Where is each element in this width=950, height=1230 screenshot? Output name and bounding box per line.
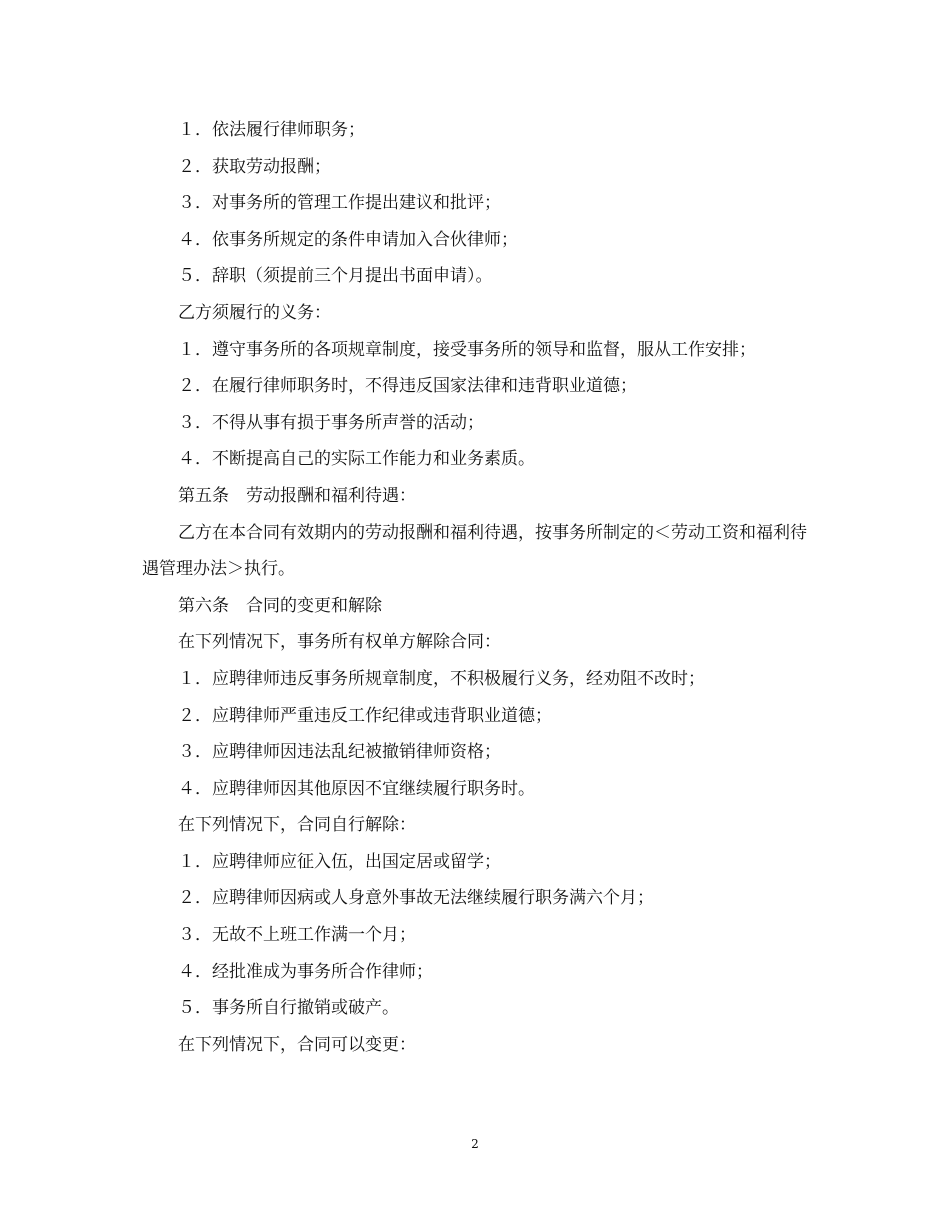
section-heading: 第五条 劳动报酬和福利待遇：	[178, 485, 416, 506]
paragraph: ４．应聘律师因其他原因不宜继续履行职务时。	[178, 778, 535, 799]
paragraph: １．应聘律师违反事务所规章制度，不积极履行义务，经劝阻不改时；	[178, 668, 705, 689]
paragraph: ２．获取劳动报酬；	[178, 156, 331, 177]
paragraph: ３．无故不上班工作满一个月；	[178, 925, 416, 946]
paragraph: ３．不得从事有损于事务所声誉的活动；	[178, 412, 484, 433]
paragraph: 在下列情况下，合同自行解除：	[178, 815, 416, 836]
paragraph: ３．对事务所的管理工作提出建议和批评；	[178, 193, 501, 214]
paragraph: ４．经批准成为事务所合作律师；	[178, 961, 433, 982]
paragraph: １．应聘律师应征入伍，出国定居或留学；	[178, 851, 501, 872]
document-body	[142, 112, 812, 1063]
paragraph: 在下列情况下，事务所有权单方解除合同：	[178, 632, 501, 653]
page-number: 2	[471, 1137, 479, 1151]
paragraph: ２．应聘律师因病或人身意外事故无法继续履行职务满六个月；	[178, 888, 654, 909]
paragraph: ２．应聘律师严重违反工作纪律或违背职业道德；	[178, 705, 552, 726]
paragraph: ４．依事务所规定的条件申请加入合伙律师；	[178, 229, 518, 250]
paragraph: 乙方在本合同有效期内的劳动报酬和福利待遇，按事务所制定的＜劳动工资和福利待遇管理办法＞执行。	[142, 522, 807, 580]
paragraph: 在下列情况下，合同可以变更：	[178, 1034, 416, 1055]
section-heading: 第六条 合同的变更和解除	[178, 595, 382, 616]
paragraph: ３．应聘律师因违法乱纪被撤销律师资格；	[178, 742, 501, 763]
paragraph: ４．不断提高自己的实际工作能力和业务素质。	[178, 449, 535, 470]
paragraph: 乙方须履行的义务：	[178, 302, 331, 323]
paragraph: ５．事务所自行撤销或破产。	[178, 998, 399, 1019]
paragraph: ２．在履行律师职务时，不得违反国家法律和违背职业道德；	[178, 376, 637, 397]
paragraph: ５．辞职（须提前三个月提出书面申请）。	[178, 266, 493, 287]
paragraph: １．遵守事务所的各项规章制度，接受事务所的领导和监督，服从工作安排；	[178, 339, 756, 360]
paragraph: １．依法履行律师职务；	[178, 120, 365, 140]
